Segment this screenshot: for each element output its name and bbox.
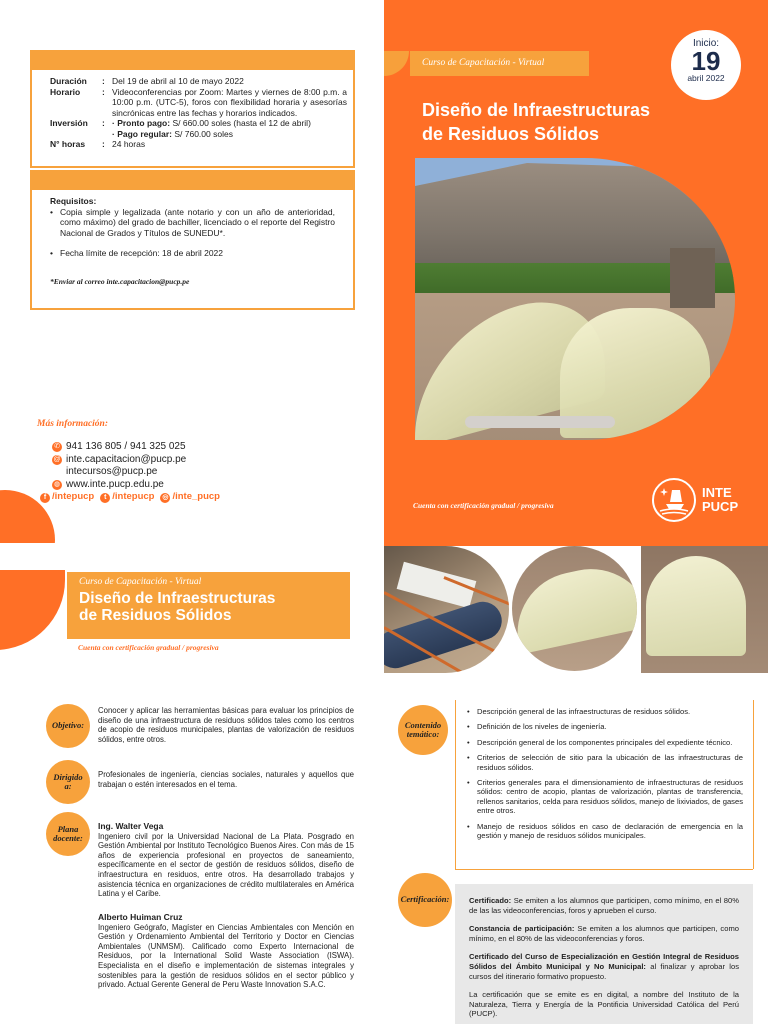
regular-price-label: · Pago regular: [112, 128, 172, 139]
cover-course-type: Curso de Capacitación - Virtual [410, 51, 589, 76]
early-price-label: · Pronto pago: [112, 118, 171, 128]
topic-list [467, 707, 743, 846]
inner-tagline: Cuenta con certificación gradual / progresiva [78, 643, 219, 652]
requirement-item: • Copia simple y legalizada (ante notario y con un año de anterioridad, como máximo) del grado de bachiller, licenciado o el reporte del Registro Nacional de Grados y Títulos de SUNEDU*. [50, 207, 335, 239]
objective-text: Conocer y aplicar las herramientas básicas para evaluar los principios de diseño de una infraestructura de residuos sólidos tales como los centros de acopio de residuos municipales, plantas de valorización de residuos sólidos, entre otros. [98, 706, 354, 744]
inte-pucp-logo: INTE PUCP [652, 478, 738, 522]
box-header-bar [32, 52, 353, 70]
box-header-bar [32, 172, 353, 190]
start-month: abril 2022 [687, 73, 725, 83]
certification-bubble: Certificación: [398, 873, 452, 927]
instagram-link[interactable]: ◎ /inte_pucp [162, 491, 220, 503]
facebook-link[interactable]: f /intepucp [40, 491, 94, 504]
faculty-bubble: Plana docente: [46, 812, 90, 856]
cover-tagline: Cuenta con certificación gradual / progresiva [413, 501, 554, 510]
certification-box [455, 884, 753, 1024]
course-details-box [30, 50, 355, 168]
teacher-name: Ing. Walter Vega [98, 821, 164, 831]
detail-row-hours: N° horas : 24 horas [50, 139, 353, 150]
topic-item: • Definición de los niveles de ingeniería. [467, 722, 743, 731]
early-price-value: S/ 660.00 soles (hasta el 12 de abril) [172, 118, 311, 128]
schedule-value: Videoconferencias por Zoom: Martes y viernes de 8:00 p.m. a 10:00 p.m. (UTC-5), foros con flexibilidad horaria y asesorías sincrónicas entre las fechas y horarios indicados. [112, 86, 347, 118]
audience-bubble: Dirigido a: [46, 760, 90, 804]
audience-text: Profesionales de ingeniería, ciencias sociales, naturales y aquellos que trabajan o estén interesados en el tema. [98, 770, 354, 789]
topic-item: • Descripción general de los componentes principales del expediente técnico. [467, 738, 743, 747]
regular-price-value: S/ 760.00 soles [174, 128, 233, 139]
inner-course-type: Curso de Capacitación - Virtual [79, 577, 202, 587]
contact-phone: 941 136 805 / 941 325 025 [66, 441, 186, 452]
facebook-icon: f [40, 493, 50, 503]
inner-header [67, 572, 350, 639]
detail-row-investment: Inversión : · Pronto pago: S/ 660.00 soles (hasta el 12 de abril) · Pago regular: S/ 760.00 soles [50, 118, 311, 139]
globe-icon: ◍ [53, 480, 61, 488]
phone-icon: ✆ [52, 442, 62, 452]
cover-photo-greenhouse-tunnels [415, 158, 735, 440]
photo-pipe-installation [384, 546, 509, 673]
topic-item: • Criterios de selección de sitio para la ubicación de las infraestructuras de residuos sólidos. [467, 753, 743, 772]
contact-website[interactable]: www.inte.pucp.edu.pe [66, 478, 164, 490]
requirements-title: Requisitos: [50, 196, 97, 206]
contact-email-alt[interactable]: intecursos@pucp.pe [66, 466, 158, 477]
more-info-title: Más información: [37, 419, 108, 429]
requirement-item: • Fecha límite de recepción: 18 de abril 2022 [50, 248, 335, 259]
contact-list [43, 441, 226, 504]
requirements-box [30, 170, 355, 310]
instagram-icon: ◎ [162, 493, 169, 501]
teacher-bio: Ingeniero Geógrafo, Magíster en Ciencias Ambientales con Mención en Gestión y Ordenamiento Ambiental del Territorio y Doctor en Ciencias Ambientales (UNMSM). Calificado como Experto Internacional de Residuos, por la International Solid Waste Association (ISWA). Especialista en el diseño e implementación de sistemas integrales y sostenibles para la gestión de residuos sólidos en el sector público y privado. Actual Gerente General de Peru Waste Innovation S.A.C. [98, 922, 354, 990]
certification-item: Constancia de participación: Se emiten a los alumnos que participen, como mínimo, en el 80% de las videoconferencias y foros. [469, 924, 739, 943]
cover-title: Diseño de Infraestructuras de Residuos Sólidos [422, 100, 651, 144]
email-icon: @ [53, 455, 61, 463]
detail-row-schedule: Horario : Videoconferencias por Zoom: Martes y viernes de 8:00 p.m. a 10:00 p.m. (UTC-5), foros con flexibilidad horaria y asesorías sincrónicas entre las fechas y horarios indicados. [50, 86, 347, 118]
detail-row-duration: Duración : Del 19 de abril al 10 de mayo 2022 [50, 76, 353, 87]
twitter-icon: t [100, 493, 110, 503]
teacher-name: Alberto Huiman Cruz [98, 912, 183, 922]
certification-item: Certificado del Curso de Especialización en Gestión Integral de Residuos Sólidos del Ámbito Municipal y No Municipal: al finalizar y aprobar los cursos del itinerario formativo propuesto. [469, 952, 739, 981]
duration-value: Del 19 de abril al 10 de mayo 2022 [112, 76, 244, 86]
inner-title: Diseño de Infraestructuras de Residuos Sólidos [79, 590, 276, 624]
topic-item: • Manejo de residuos sólidos en caso de declaración de emergencia en la gestión y manejo de residuos sólidos municipales. [467, 822, 743, 841]
certification-item: La certificación que se emite es en digital, a nombre del Instituto de la Naturaleza, Tierra y Energía de la Pontificia Universidad Católica del Perú (PUCP). [469, 990, 739, 1019]
contact-email[interactable]: inte.capacitacion@pucp.pe [66, 453, 187, 465]
photo-strip [384, 543, 768, 673]
topic-item: • Criterios generales para el dimensionamiento de infraestructuras de residuos sólidos: centro de acopio, plantas de valorización, plantas de transferencia, rellenos sanitarios, celda para residuos sólidos, manejo de lixiviados, de gases entre otros. [467, 778, 743, 816]
start-day: 19 [691, 46, 721, 76]
certification-item: Certificado: Se emiten a los alumnos que participen, como mínimo, en el 80% de las las videoconferencias, foros y aprueben el curso. [469, 896, 739, 915]
requirements-note: *Enviar al correo inte.capacitacion@pucp.pe [50, 276, 190, 286]
objective-bubble: Objetivo: [46, 704, 90, 748]
teacher-2 [98, 913, 354, 990]
content-bubble: Contenido temático: [398, 705, 448, 755]
photo-greenhouse-tunnel [512, 546, 637, 671]
twitter-link[interactable]: t /intepucp [100, 491, 154, 504]
hours-value: 24 horas [112, 139, 146, 149]
ship-logo-icon [652, 478, 696, 522]
social-links [40, 491, 226, 504]
teacher-bio: Ingeniero civil por la Universidad Nacional de La Plata. Posgrado en Gestión Ambiental por Instituto Tecnológico Buenos Aires. Con más de 15 años de experiencia profesional en proyectos de saneamiento, específicamente en el sector de gestión de residuos sólidos, diseño de infraestructura en residuos, entre otros. Ha desarrollado trabajos y asistencia técnica en organizaciones de crédito multilaterales en América Latina y el Caribe. [98, 831, 354, 899]
photo-greenhouse-tunnel-close [641, 546, 768, 673]
teacher-1 [98, 822, 354, 899]
start-date-badge: Inicio: 19 abril 2022 [671, 30, 741, 100]
topic-item: • Descripción general de las infraestructuras de residuos sólidos. [467, 707, 743, 716]
